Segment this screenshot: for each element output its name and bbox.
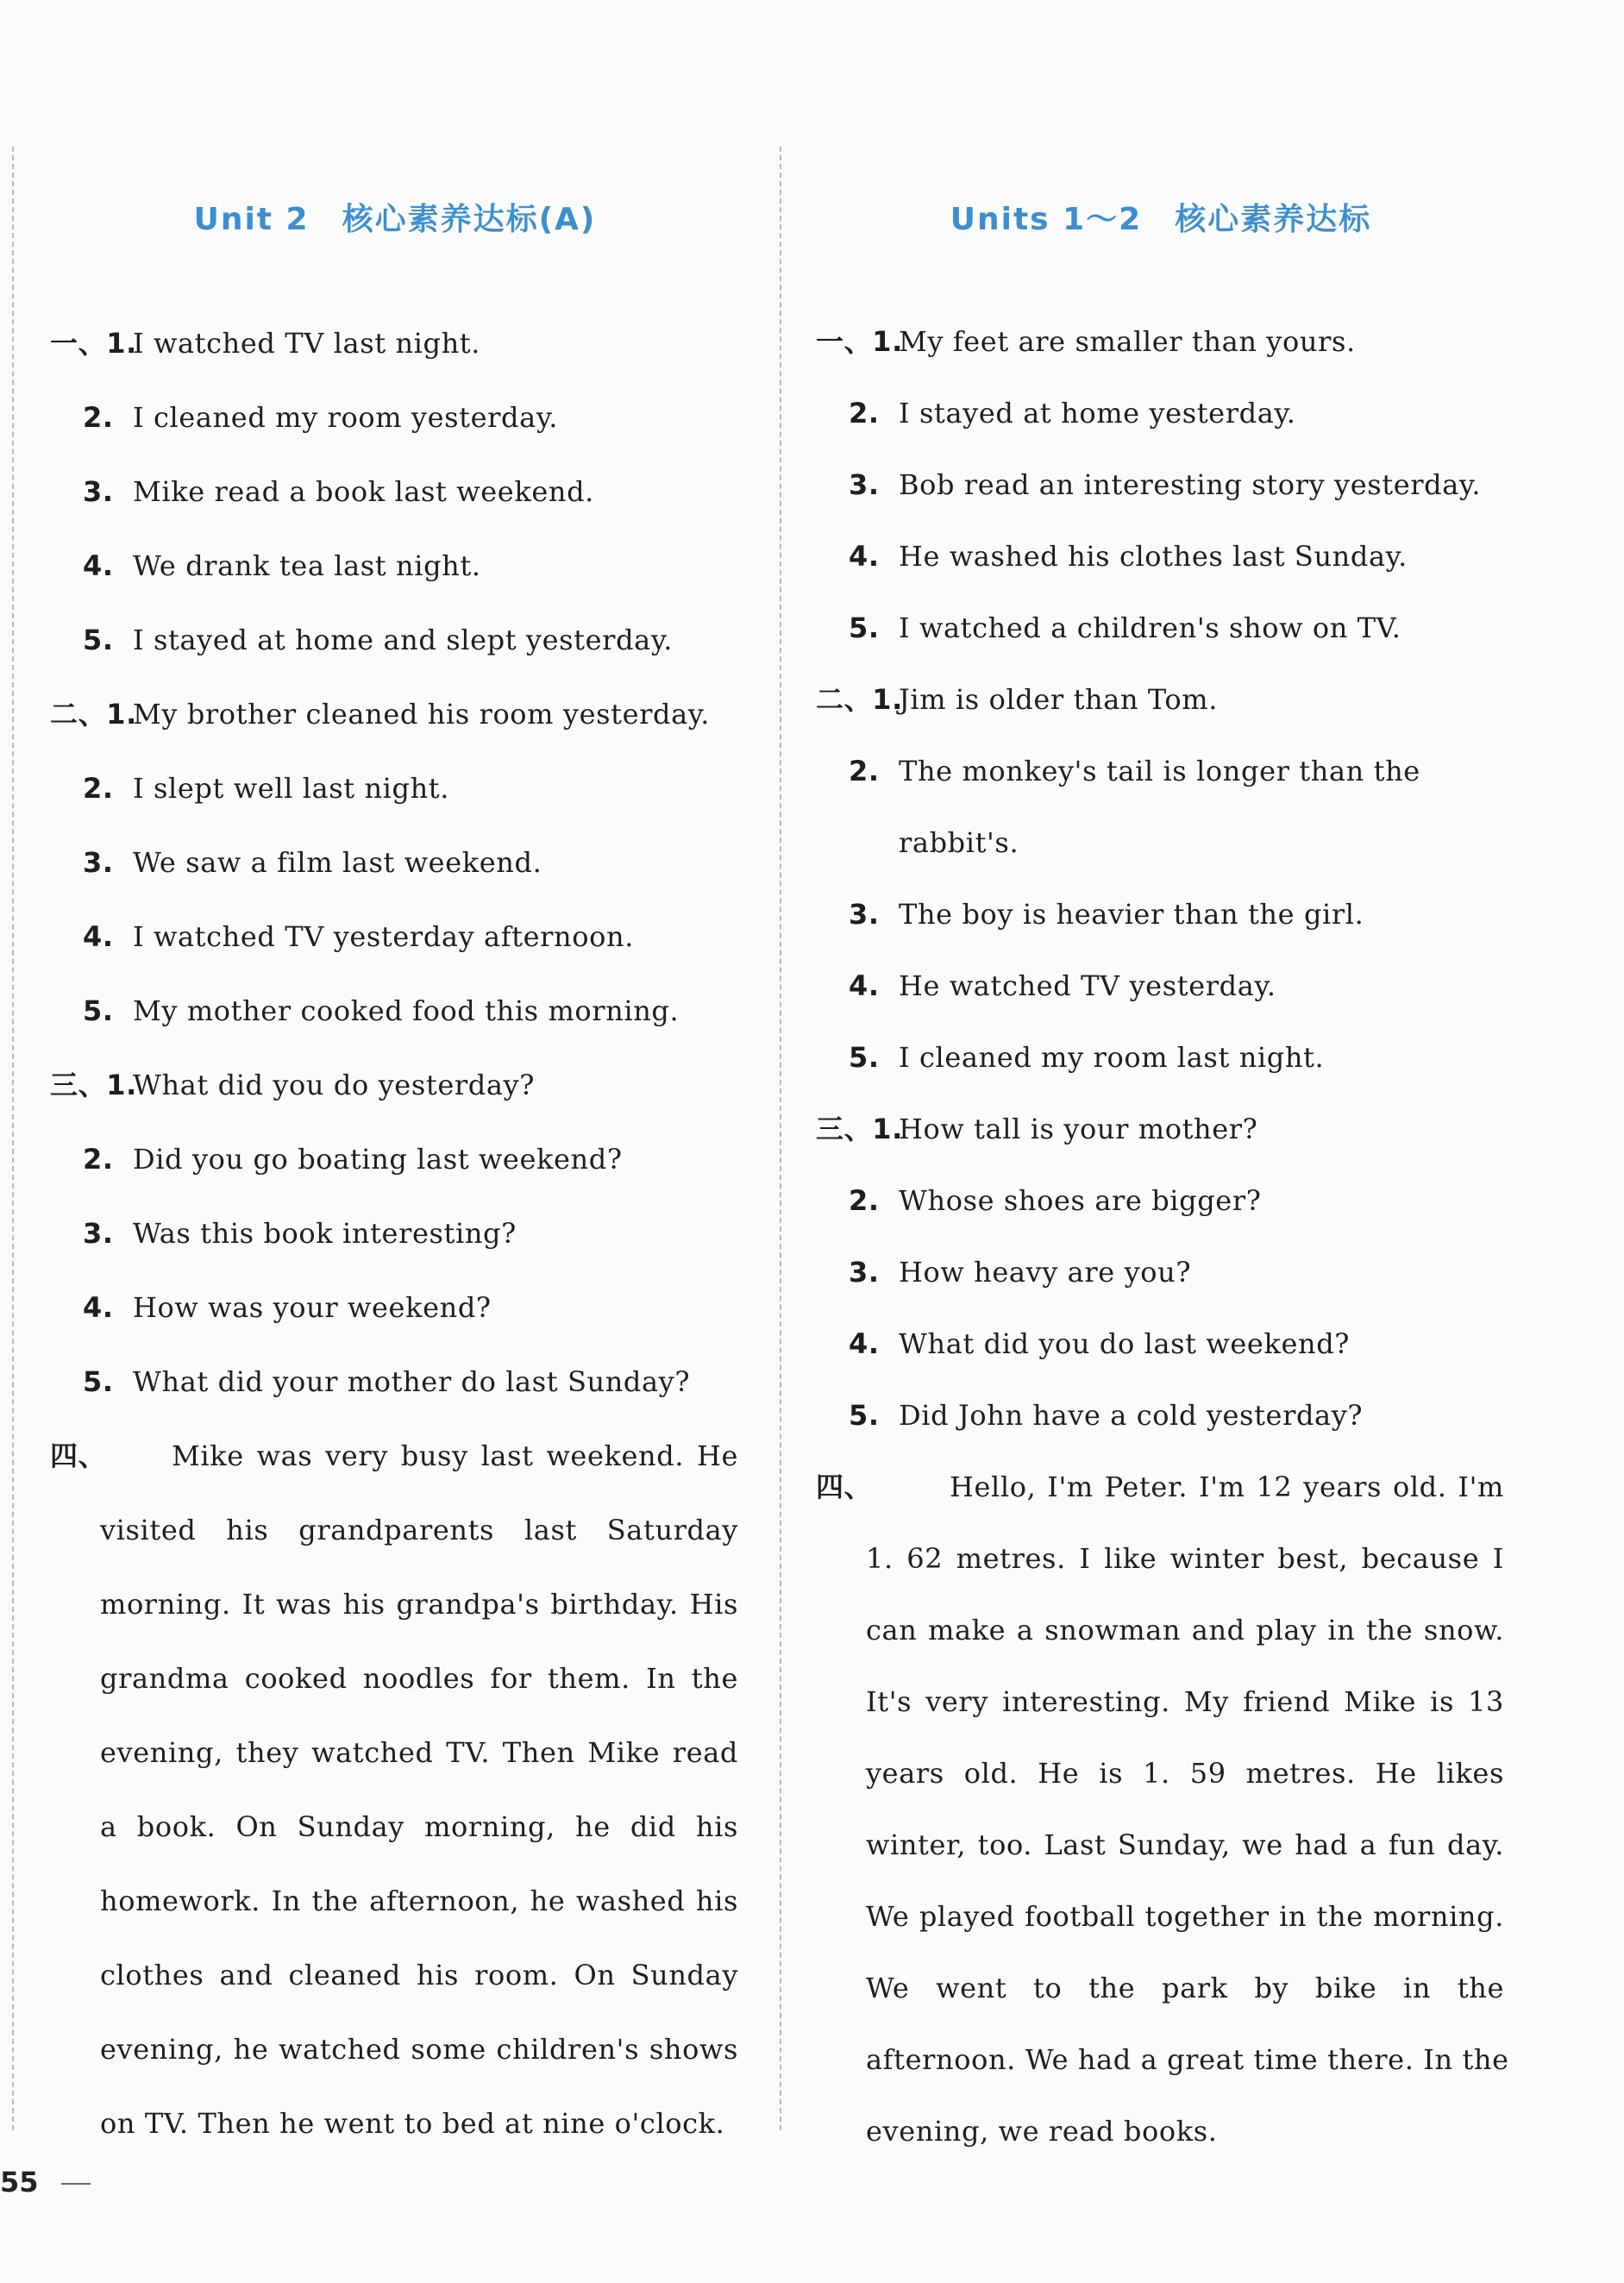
passage-section [50, 1419, 740, 2161]
item-number [849, 593, 880, 664]
footer-rule [61, 2183, 91, 2185]
passage-text: clothes and cleaned his room. On Sunday [100, 1959, 738, 1991]
left-column-title: Unit 2 核心素养达标(A) [193, 202, 597, 237]
passage-section [816, 1452, 1509, 2167]
passage-line [50, 1864, 740, 1938]
item-number [849, 1022, 880, 1094]
item-index: 3. [83, 475, 114, 508]
answer-text: What did you do last weekend? [899, 1327, 1351, 1360]
item-number [50, 306, 137, 380]
section-label: 一、 [816, 325, 873, 358]
passage-line [816, 1738, 1506, 1809]
answer-text: My feet are smaller than yours. [899, 325, 1356, 358]
answer-section [50, 306, 740, 677]
answer-text: He watched TV yesterday. [899, 969, 1276, 1002]
item-index: 1. [106, 1069, 137, 1101]
item-index: 2. [849, 755, 880, 787]
answer-line [816, 593, 1506, 664]
passage-text: morning. It was his grandpa's birthday. His [100, 1588, 738, 1621]
answer-text: We drank tea last night. [133, 549, 481, 582]
passage-line [50, 1493, 740, 1567]
item-index: 2. [849, 397, 880, 430]
item-index: 5. [83, 994, 114, 1027]
answer-line [816, 879, 1506, 950]
answer-text: How tall is your mother? [899, 1113, 1258, 1145]
answer-line [50, 603, 740, 677]
answer-line [816, 378, 1506, 449]
answer-text: I stayed at home and slept yesterday. [133, 624, 674, 656]
answer-text: Bob read an interesting story yesterday. [899, 468, 1482, 501]
passage-line [50, 1567, 740, 1641]
item-index: 3. [849, 898, 880, 931]
passage-line [816, 1881, 1506, 1953]
passage-text: can make a snowman and play in the snow. [866, 1614, 1504, 1646]
item-index: 1. [872, 1113, 903, 1145]
item-index: 5. [849, 1399, 880, 1432]
item-index: 5. [83, 624, 114, 656]
item-index: 3. [849, 468, 880, 501]
item-index: 2. [83, 401, 114, 434]
item-number [83, 1270, 114, 1345]
answer-section [816, 306, 1506, 664]
passage-line [50, 1715, 740, 1790]
item-number [83, 455, 114, 529]
answer-text: I watched TV last night. [133, 327, 481, 360]
left-column [50, 147, 740, 2161]
answer-text: My mother cooked food this morning. [133, 994, 680, 1027]
page-footer [0, 2156, 91, 2208]
answer-text: What did you do yesterday? [133, 1069, 535, 1101]
passage-text: evening, they watched TV. Then Mike read [100, 1736, 738, 1769]
answer-line [50, 677, 740, 751]
section-label: 二、 [50, 698, 107, 731]
item-number [83, 900, 114, 974]
item-number [83, 751, 114, 825]
answer-line [816, 1094, 1506, 1165]
answer-text: How was your weekend? [133, 1291, 492, 1324]
right-column-title: Units 1～2 核心素养达标 [950, 202, 1372, 237]
item-number [849, 1308, 880, 1380]
passage-line [50, 1938, 740, 2012]
answer-line [816, 664, 1506, 736]
item-index: 4. [849, 969, 880, 1002]
answer-line [50, 1048, 740, 1122]
answer-line [816, 736, 1506, 807]
answer-line [50, 974, 740, 1048]
item-number [849, 521, 880, 593]
answer-line [816, 521, 1506, 593]
item-index: 3. [83, 846, 114, 879]
passage-line [50, 1419, 740, 1493]
answer-text: Did you go boating last weekend? [133, 1143, 623, 1176]
item-number [849, 736, 880, 807]
item-number [50, 1048, 137, 1122]
item-number [849, 378, 880, 449]
answer-line [50, 380, 740, 455]
item-index: 2. [83, 772, 114, 805]
item-number [83, 380, 114, 455]
item-index: 4. [83, 1291, 114, 1324]
item-index: 2. [849, 1184, 880, 1217]
item-number [816, 306, 903, 378]
passage-text: grandma cooked noodles for them. In the [100, 1662, 738, 1695]
item-number [849, 449, 880, 521]
answer-text: How heavy are you? [899, 1256, 1192, 1289]
passage-line [50, 2086, 740, 2161]
item-number [849, 879, 880, 950]
passage-text: Hello, I'm Peter. I'm 12 years old. I'm [950, 1471, 1504, 1503]
passage-line [816, 2024, 1509, 2096]
answer-text: He washed his clothes last Sunday. [899, 540, 1408, 573]
answer-text: rabbit's. [899, 826, 1019, 859]
answer-line [50, 751, 740, 825]
answer-text: What did your mother do last Sunday? [133, 1365, 691, 1398]
passage-text: a book. On Sunday morning, he did his [100, 1810, 738, 1843]
item-index: 3. [83, 1217, 114, 1250]
answer-text: My brother cleaned his room yesterday. [133, 698, 710, 731]
answer-section [816, 664, 1506, 1094]
item-number [816, 664, 903, 736]
answer-text: I cleaned my room yesterday. [133, 401, 559, 434]
item-index: 5. [849, 1041, 880, 1074]
passage-text: winter, too. Last Sunday, we had a fun day. [866, 1828, 1504, 1861]
answer-line [816, 950, 1506, 1022]
item-index: 4. [83, 920, 114, 953]
answer-line [816, 1022, 1506, 1094]
passage-line [50, 2012, 740, 2086]
answer-line [816, 807, 1506, 879]
item-number [83, 1345, 114, 1419]
answer-text: I stayed at home yesterday. [899, 397, 1296, 430]
answer-line [50, 1345, 740, 1419]
answer-line [816, 1380, 1506, 1452]
passage-text: evening, we read books. [866, 2115, 1218, 2148]
item-number [50, 677, 137, 751]
answer-text: Did John have a cold yesterday? [899, 1399, 1364, 1432]
answer-text: We saw a film last weekend. [133, 846, 542, 879]
passage-line [816, 1666, 1506, 1738]
passage-line [816, 1953, 1506, 2024]
passage-text: It's very interesting. My friend Mike is 13 [866, 1685, 1504, 1718]
passage-text: We played football together in the morning. [866, 1900, 1504, 1933]
item-index: 3. [849, 1256, 880, 1289]
answer-text: The boy is heavier than the girl. [899, 898, 1364, 931]
passage-line [816, 2096, 1506, 2167]
answer-section [50, 677, 740, 1048]
passage-line [816, 1452, 1506, 1523]
item-index: 1. [106, 698, 137, 731]
item-number [83, 1196, 114, 1270]
answer-line [816, 1165, 1506, 1237]
passage-text: Mike was very busy last weekend. He [172, 1439, 738, 1472]
passage-text: evening, he watched some children's shows [100, 2033, 738, 2066]
answer-text: I cleaned my room last night. [899, 1041, 1325, 1074]
item-index: 5. [849, 612, 880, 644]
passage-line [816, 1595, 1506, 1666]
passage-text: afternoon. We had a great time there. In the [866, 2043, 1509, 2076]
item-number [83, 825, 114, 900]
answer-line [50, 529, 740, 603]
answer-line [816, 1237, 1506, 1308]
section-label: 三、 [816, 1113, 873, 1145]
answer-line [50, 306, 740, 380]
answer-text: Jim is older than Tom. [899, 683, 1218, 716]
item-number [816, 1094, 903, 1165]
answer-line [816, 449, 1506, 521]
section-label: 三、 [50, 1069, 107, 1101]
answer-text: I slept well last night. [133, 772, 450, 805]
answer-text: I watched TV yesterday afternoon. [133, 920, 634, 953]
passage-line [50, 1641, 740, 1715]
answer-line [816, 1308, 1506, 1380]
item-number [83, 1122, 114, 1196]
item-number [83, 529, 114, 603]
section-label: 四、 [50, 1439, 107, 1472]
item-index: 2. [83, 1143, 114, 1176]
item-index: 1. [106, 327, 137, 360]
item-number [83, 603, 114, 677]
answer-line [50, 1196, 740, 1270]
section-label: 一、 [50, 327, 107, 360]
answer-section [50, 1048, 740, 1419]
item-number [849, 1237, 880, 1308]
item-index: 4. [83, 549, 114, 582]
section-label: 二、 [816, 683, 873, 716]
answer-section [816, 1094, 1506, 1452]
passage-text: on TV. Then he went to bed at nine o'clock. [100, 2107, 725, 2140]
item-index: 4. [849, 540, 880, 573]
item-number [849, 1165, 880, 1237]
right-column [816, 147, 1509, 2167]
page-number: 55 [0, 2166, 39, 2198]
item-index: 5. [83, 1365, 114, 1398]
answer-line [50, 825, 740, 900]
answer-line [50, 1122, 740, 1196]
answer-line [50, 455, 740, 529]
item-number [849, 950, 880, 1022]
passage-text: visited his grandparents last Saturday [100, 1514, 738, 1546]
passage-text: 1. 62 metres. I like winter best, because I [866, 1542, 1504, 1575]
column-divider-left [12, 147, 14, 2130]
item-number [83, 974, 114, 1048]
passage-line [816, 1809, 1506, 1881]
passage-line [816, 1523, 1506, 1595]
answer-text: Mike read a book last weekend. [133, 475, 594, 508]
answer-text: I watched a children's show on TV. [899, 612, 1401, 644]
passage-text: We went to the park by bike in the [866, 1972, 1504, 2004]
passage-text: homework. In the afternoon, he washed his [100, 1885, 738, 1917]
answer-text: Was this book interesting? [133, 1217, 517, 1250]
item-index: 1. [872, 325, 903, 358]
answer-line [50, 1270, 740, 1345]
item-index: 1. [872, 683, 903, 716]
item-number [849, 1380, 880, 1452]
answer-line [816, 306, 1506, 378]
answer-text: Whose shoes are bigger? [899, 1184, 1262, 1217]
passage-line [50, 1790, 740, 1864]
column-divider-center [780, 147, 781, 2130]
answer-line [50, 900, 740, 974]
answer-text: The monkey's tail is longer than the [899, 755, 1420, 787]
item-index: 4. [849, 1327, 880, 1360]
section-label: 四、 [816, 1471, 873, 1503]
passage-text: years old. He is 1. 59 metres. He likes [866, 1757, 1504, 1790]
